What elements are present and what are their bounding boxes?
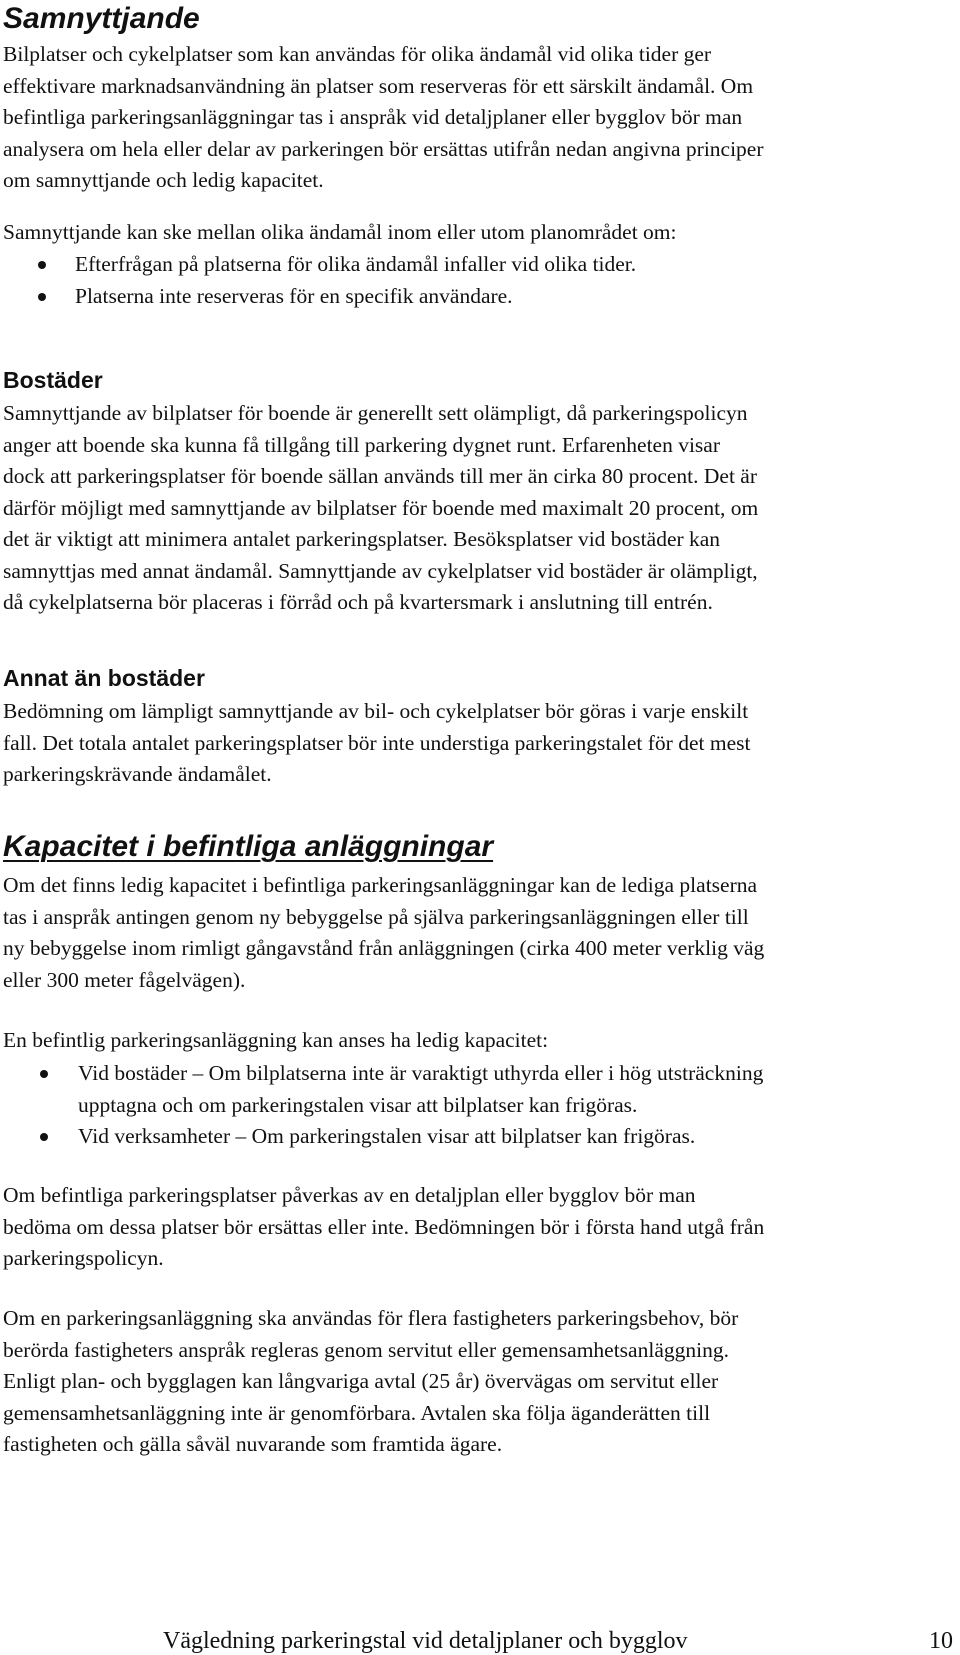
text-line: samnyttjas med annat ändamål. Samnyttjande av cykelplatser vid bostäder är olämpligt, [3, 558, 758, 583]
page-number: 10 [929, 1628, 953, 1654]
section-title-kapacitet: Kapacitet i befintliga anläggningar [3, 830, 494, 863]
text-line: om samnyttjande och ledig kapacitet. [3, 168, 324, 192]
text-line: dock att parkeringsplatser för boende sällan används till mer än cirka 80 procent. Det är [3, 464, 758, 488]
text-line: effektivare marknadsanvändning än platser som reserveras för ett särskilt ändamål. Om [3, 73, 754, 98]
bostader-paragraph [3, 398, 758, 619]
section-title-samnyttjande: Samnyttjande [3, 2, 200, 35]
intro-paragraph [3, 39, 764, 197]
text-line: Samnyttjande av bilplatser för boende är generellt sett olämpligt, då parkeringspolicyn [3, 401, 748, 425]
text-line: ny bebyggelse inom rimligt gångavstånd från anläggningen (cirka 400 meter verklig väg [3, 936, 765, 960]
bullet-icon [40, 1070, 48, 1078]
text-line: Om en parkeringsanläggning ska användas för flera fastigheters parkeringsbehov, bör [3, 1306, 739, 1330]
text-line: parkeringskrävande ändamålet. [3, 762, 272, 786]
heading-bostader: Bostäder [3, 367, 103, 393]
text-line: eller 300 meter fågelvägen). [3, 967, 246, 992]
heading-annat-an-bostader: Annat än bostäder [3, 665, 205, 691]
text-line: det är viktigt att minimera antalet parkeringsplatser. Besöksplatser vid bostäder kan [3, 527, 721, 551]
text-line: bedöma om dessa platser bör ersättas eller inte. Bedömningen bör i första hand utgå från [3, 1214, 765, 1239]
text-line: berörda fastigheters anspråk regleras genom servitut eller gemensamhetsanläggning. [3, 1337, 729, 1362]
text-line: därför möjligt med samnyttjande av bilplatser för boende med maximalt 20 procent, om [3, 495, 759, 520]
text-line: analysera om hela eller delar av parkeringen bör ersättas utifrån nedan angivna principer [3, 136, 764, 161]
text-line: då cykelplatserna bör placeras i förråd och på kvartersmark i anslutning till entrén. [3, 590, 713, 614]
list-item: Efterfrågan på platserna för olika ändamål infaller vid olika tider. [41, 249, 636, 281]
text-line: gemensamhetsanläggning inte är genomförbara. Avtalen ska följa äganderätten till [3, 1400, 711, 1425]
text-line: befintliga parkeringsanläggningar tas i anspråk vid detaljplaner eller bygglov bör man [3, 105, 743, 129]
conditions-list [41, 249, 636, 312]
text-line: fall. Det totala antalet parkeringsplatser bör inte understiga parkeringstalet för det mest [3, 730, 751, 755]
text-line: Om det finns ledig kapacitet i befintliga parkeringsanläggningar kan de lediga platserna [3, 873, 758, 897]
footer-title: Vägledning parkeringstal vid detaljplaner och bygglov [163, 1628, 688, 1654]
capacity-lead: En befintlig parkeringsanläggning kan anses ha ledig kapacitet: [3, 1028, 549, 1052]
text-line: parkeringspolicyn. [3, 1246, 164, 1270]
bullet-icon [38, 261, 46, 269]
text-line: tas i anspråk antingen genom ny bebyggelse på själva parkeringsanläggningen eller till [3, 904, 749, 929]
annat-paragraph [3, 696, 750, 791]
kapacitet-paragraph-2 [3, 1180, 764, 1275]
text-line: fastigheten och gälla såväl nuvarande som framtida ägare. [3, 1432, 503, 1456]
text-line: Enligt plan- och bygglagen kan långvariga avtal (25 år) övervägas om servitut eller [3, 1369, 719, 1393]
capacity-list [41, 1058, 763, 1153]
text-line: Bilplatser och cykelplatser som kan användas för olika ändamål vid olika tider ger [3, 42, 712, 66]
kapacitet-paragraph-1 [3, 870, 764, 996]
list-item: Platserna inte reserveras för en specifik användare. [41, 281, 636, 313]
list-item: Vid verksamheter – Om parkeringstalen visar att bilplatser kan frigöras. [41, 1121, 763, 1153]
conditions-lead: Samnyttjande kan ske mellan olika ändamål inom eller utom planområdet om: [3, 220, 677, 244]
text-line: Bedömning om lämpligt samnyttjande av bil- och cykelplatser bör göras i varje enskilt [3, 699, 749, 723]
kapacitet-paragraph-3 [3, 1303, 738, 1461]
text-line: anger att boende ska kunna få tillgång till parkering dygnet runt. Erfarenheten visar [3, 432, 721, 457]
text-line: Om befintliga parkeringsplatser påverkas av en detaljplan eller bygglov bör man [3, 1183, 696, 1207]
list-item: Vid bostäder – Om bilplatserna inte är varaktigt uthyrda eller i hög utsträckning upptagna och om parkeringstalen visar att bilplatser kan frigöras. [41, 1058, 763, 1121]
bullet-icon [40, 1133, 48, 1141]
bullet-icon [38, 293, 46, 301]
